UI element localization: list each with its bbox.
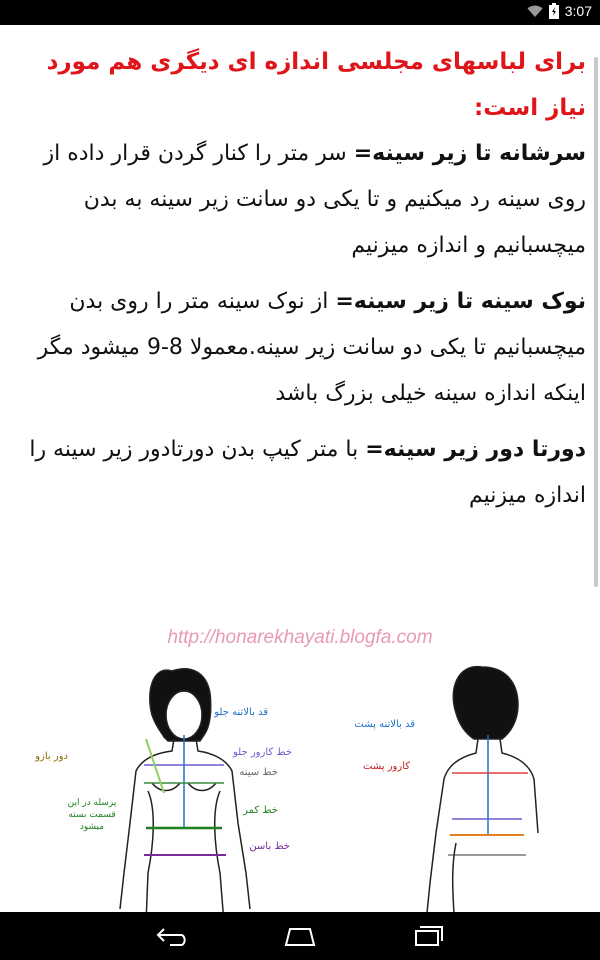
battery-icon xyxy=(549,3,559,19)
label-dart-note: پرسله در این قسمت بسته میشود xyxy=(67,798,117,832)
status-time: 3:07 xyxy=(564,3,592,19)
status-bar xyxy=(0,0,600,25)
back-arrow-icon xyxy=(154,925,190,947)
paragraph-nipple-to-underbust xyxy=(0,279,600,417)
desc-underbust-circumference: با متر کیپ بدن دورتادور زیر سینه را اندازه میزنیم xyxy=(29,437,586,508)
arm-line xyxy=(146,739,164,793)
label-front-length: قد بالاتنه جلو xyxy=(214,707,268,718)
term-shoulder-to-underbust: سرشانه تا زیر سینه= xyxy=(353,141,586,166)
scrollbar[interactable] xyxy=(594,57,598,587)
paragraph-shoulder-to-underbust xyxy=(0,131,600,269)
term-underbust-circumference: دورتا دور زیر سینه= xyxy=(365,437,586,462)
label-back-yoke: کارور پشت xyxy=(363,761,410,772)
navigation-bar xyxy=(0,912,600,960)
label-bust-line: خط سینه xyxy=(239,767,278,778)
label-front-yoke: خط کارور جلو xyxy=(233,747,292,758)
wifi-icon xyxy=(527,5,543,18)
article-content[interactable] xyxy=(0,25,600,912)
home-button[interactable] xyxy=(270,920,330,952)
term-nipple-to-underbust: نوک سینه تا زیر سینه= xyxy=(335,289,586,314)
label-back-length: قد بالاتنه پشت xyxy=(354,719,415,730)
recents-button[interactable] xyxy=(398,920,458,952)
label-arm-circ: دور بازو xyxy=(35,751,68,762)
status-icons xyxy=(527,3,592,19)
back-body-illustration xyxy=(426,667,538,923)
label-waist-line: خط کمر xyxy=(243,805,278,816)
home-icon xyxy=(282,925,318,947)
label-hip-line: خط باسن xyxy=(249,841,290,852)
watermark-url: http://honarekhayati.blogfa.com xyxy=(167,627,433,648)
body-measurement-figure xyxy=(35,623,540,923)
paragraph-underbust-circumference xyxy=(0,427,600,519)
desc-shoulder-to-underbust: سر متر را کنار گردن قرار داده از روی سینه رد میکنیم و تا یکی دو سانت زیر سینه به بدن میچسبانیم و اندازه میزنیم xyxy=(43,141,586,258)
article-title: برای لباسهای مجلسی اندازه ای دیگری هم مورد نیاز است: xyxy=(46,49,586,121)
desc-nipple-to-underbust: از نوک سینه متر را روی بدن میچسبانیم تا یکی دو سانت زیر سینه.معمولا 8-9 میشود مگر اینکه اندازه سینه خیلی بزرگ باشد xyxy=(37,289,586,406)
recents-icon xyxy=(410,925,446,947)
back-button[interactable] xyxy=(142,920,202,952)
